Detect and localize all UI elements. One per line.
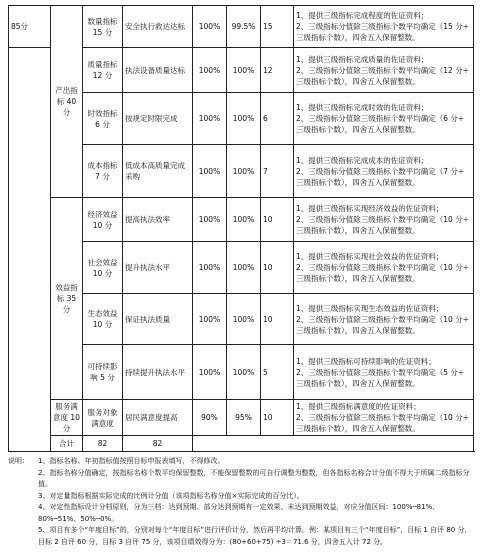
score-value: 15 <box>261 6 294 48</box>
note-text: 2、指标名称分值确定，按指标名称个数平均保留整数，不能保留整数的可自行调整为整数，但各指标名称合计分值不得大于所属二级指标分值。 <box>38 468 470 488</box>
target-value: 100% <box>193 198 227 242</box>
note-text: 5、项目有多个“年度目标”的，分别对每个“年度目标”进行评价计分，然后再平均计算。例：某项目有三个“年度目标”，目标 1 自评 80 分，目标 2 自评 60 分，目标 3 自评 75 分，该项目绩效得分为：(80+60+75) ÷3＝71.6 分，四舍五入计 72 分。 <box>38 526 472 546</box>
indicator-name: 低成本高质量完成采购 <box>123 145 193 198</box>
score-value: 10 <box>261 294 294 345</box>
indicator-name: 执法设备质量达标 <box>123 48 193 93</box>
note-text: 1、指标名称、年初指标值按照目标申报表填写，不得修改。 <box>38 457 225 465</box>
total-row <box>9 436 474 452</box>
target-value: 100% <box>193 345 227 400</box>
sub-indicator: 经济效益 10 分 <box>83 198 123 242</box>
indicator-name: 持续提升执法水平 <box>123 345 193 400</box>
actual-value: 100% <box>227 242 261 294</box>
target-value: 100% <box>193 294 227 345</box>
table-row <box>9 400 474 436</box>
note-item <box>8 491 476 503</box>
indicator-name: 居民满意度提高 <box>123 400 193 436</box>
notes-heading: 说明： <box>8 457 29 465</box>
indicator-name: 提升执法水平 <box>123 242 193 294</box>
total-actual: 82 <box>123 436 193 452</box>
score-value: 6 <box>261 93 294 145</box>
actual-value: 100% <box>227 345 261 400</box>
sub-indicator: 可持续影响 5 分 <box>83 345 123 400</box>
scoring-description: 1、提供三级指标满意度的佐证资料； 2、三级指标分值除三级指标个数平均确定（10 分÷三级指标个数），四舍五入保留整数。 <box>294 400 474 436</box>
sub-indicator: 生态效益 10 分 <box>83 294 123 345</box>
note-text: 4、对定性指标设计分档原则，分为三档：达到预期、部分达到预期有一定效果、未达到预期效益，对应分值区间：100%─81%、80%─51%、50%─0%。 <box>38 503 440 523</box>
note-text: 3、对定量指标根据实际完成的比例计分值（该项指标名称分值×实际完成的百分比）。 <box>38 491 304 500</box>
group-satisfaction: 服务满意度 10 分 <box>51 400 83 436</box>
scoring-description: 1、提供三级指标实现经济效益的佐证资料； 2、三级指标分值除三级指标个数平均确定（10 分÷三级指标个数），四舍五入保留整数。 <box>294 198 474 242</box>
actual-value: 100% <box>227 294 261 345</box>
sub-indicator: 社会效益 10 分 <box>83 242 123 294</box>
sub-indicator: 数量指标 15 分 <box>83 6 123 48</box>
actual-value: 99.5% <box>227 6 261 48</box>
scoring-description: 1、提供三级指标完成成本的佐证资料； 2、三级指标分值除三级指标个数平均确定（7 分÷三级指标个数），四舍五入保留整数。 <box>294 145 474 198</box>
target-value: 90% <box>193 400 227 436</box>
actual-value: 100% <box>227 48 261 93</box>
sub-indicator: 质量指标 12 分 <box>83 48 123 93</box>
actual-value: 95% <box>227 400 261 436</box>
target-value: 100% <box>193 6 227 48</box>
note-item <box>8 456 476 468</box>
sub-indicator: 成本指标 7 分 <box>83 145 123 198</box>
score-table <box>8 5 474 452</box>
indicator-name: 保证执法质量 <box>123 294 193 345</box>
target-value: 100% <box>193 93 227 145</box>
score-value: 7 <box>261 145 294 198</box>
indicator-name: 提高执法效率 <box>123 198 193 242</box>
target-value: 100% <box>193 145 227 198</box>
note-item <box>8 502 476 525</box>
scoring-description: 1、提供三级指标实现生态效益的佐证资料； 2、三级指标分值除三级指标个数平均确定（10 分÷三级指标个数），四舍五入保留整数。 <box>294 294 474 345</box>
blank-cell <box>9 48 51 452</box>
total-planned: 82 <box>83 436 123 452</box>
scoring-description: 1、提供三级指标完成程度的佐证资料； 2、三级指标分值除三级指标个数平均确定（15 分÷三级指标个数），四舍五入保留整数。 <box>294 6 474 48</box>
top-score-cell: 85分 <box>9 6 51 48</box>
actual-value: 100% <box>227 93 261 145</box>
table-row <box>9 198 474 242</box>
score-sheet <box>8 5 474 452</box>
sub-indicator: 时效指标 6 分 <box>83 93 123 145</box>
score-value: 10 <box>261 400 294 436</box>
group-benefit: 效益指标 35 分 <box>51 198 83 400</box>
indicator-name: 按规定时限完成 <box>123 93 193 145</box>
sub-indicator: 服务对象满意度 <box>83 400 123 436</box>
notes-section <box>8 456 476 548</box>
scoring-description: 1、提供三级指标完成时效的佐证资料； 2、三级指标分值除三级指标个数平均确定（6 分÷三级指标个数），四舍五入保留整数。 <box>294 93 474 145</box>
indicator-name: 安全执行救达达标 <box>123 6 193 48</box>
actual-value: 100% <box>227 145 261 198</box>
score-value: 5 <box>261 345 294 400</box>
group-output: 产出指标 40 分 <box>51 6 83 198</box>
scoring-description: 1、提供三级指标完成质量的佐证资料； 2、三级指标分值除三级指标个数平均确定（12 分÷三级指标个数），四舍五入保留整数。 <box>294 48 474 93</box>
target-value: 100% <box>193 48 227 93</box>
scoring-description: 1、提供三级指标实现社会效益的佐证资料； 2、三级指标分值除三级指标个数平均确定（10 分÷三级指标个数），四舍五入保留整数。 <box>294 242 474 294</box>
score-value: 10 <box>261 198 294 242</box>
score-value: 12 <box>261 48 294 93</box>
total-blank <box>193 436 474 452</box>
scoring-description: 1、提供三级指标可持续影响的佐证资料； 2、三级指标分值除三级指标个数平均确定（5 分÷三级指标个数），四舍五入保留整数。 <box>294 345 474 400</box>
actual-value: 100% <box>227 198 261 242</box>
note-item <box>8 525 476 548</box>
target-value: 100% <box>193 242 227 294</box>
table-row <box>9 6 474 48</box>
total-label: 合计 <box>51 436 83 452</box>
note-item <box>8 468 476 491</box>
score-value: 10 <box>261 242 294 294</box>
